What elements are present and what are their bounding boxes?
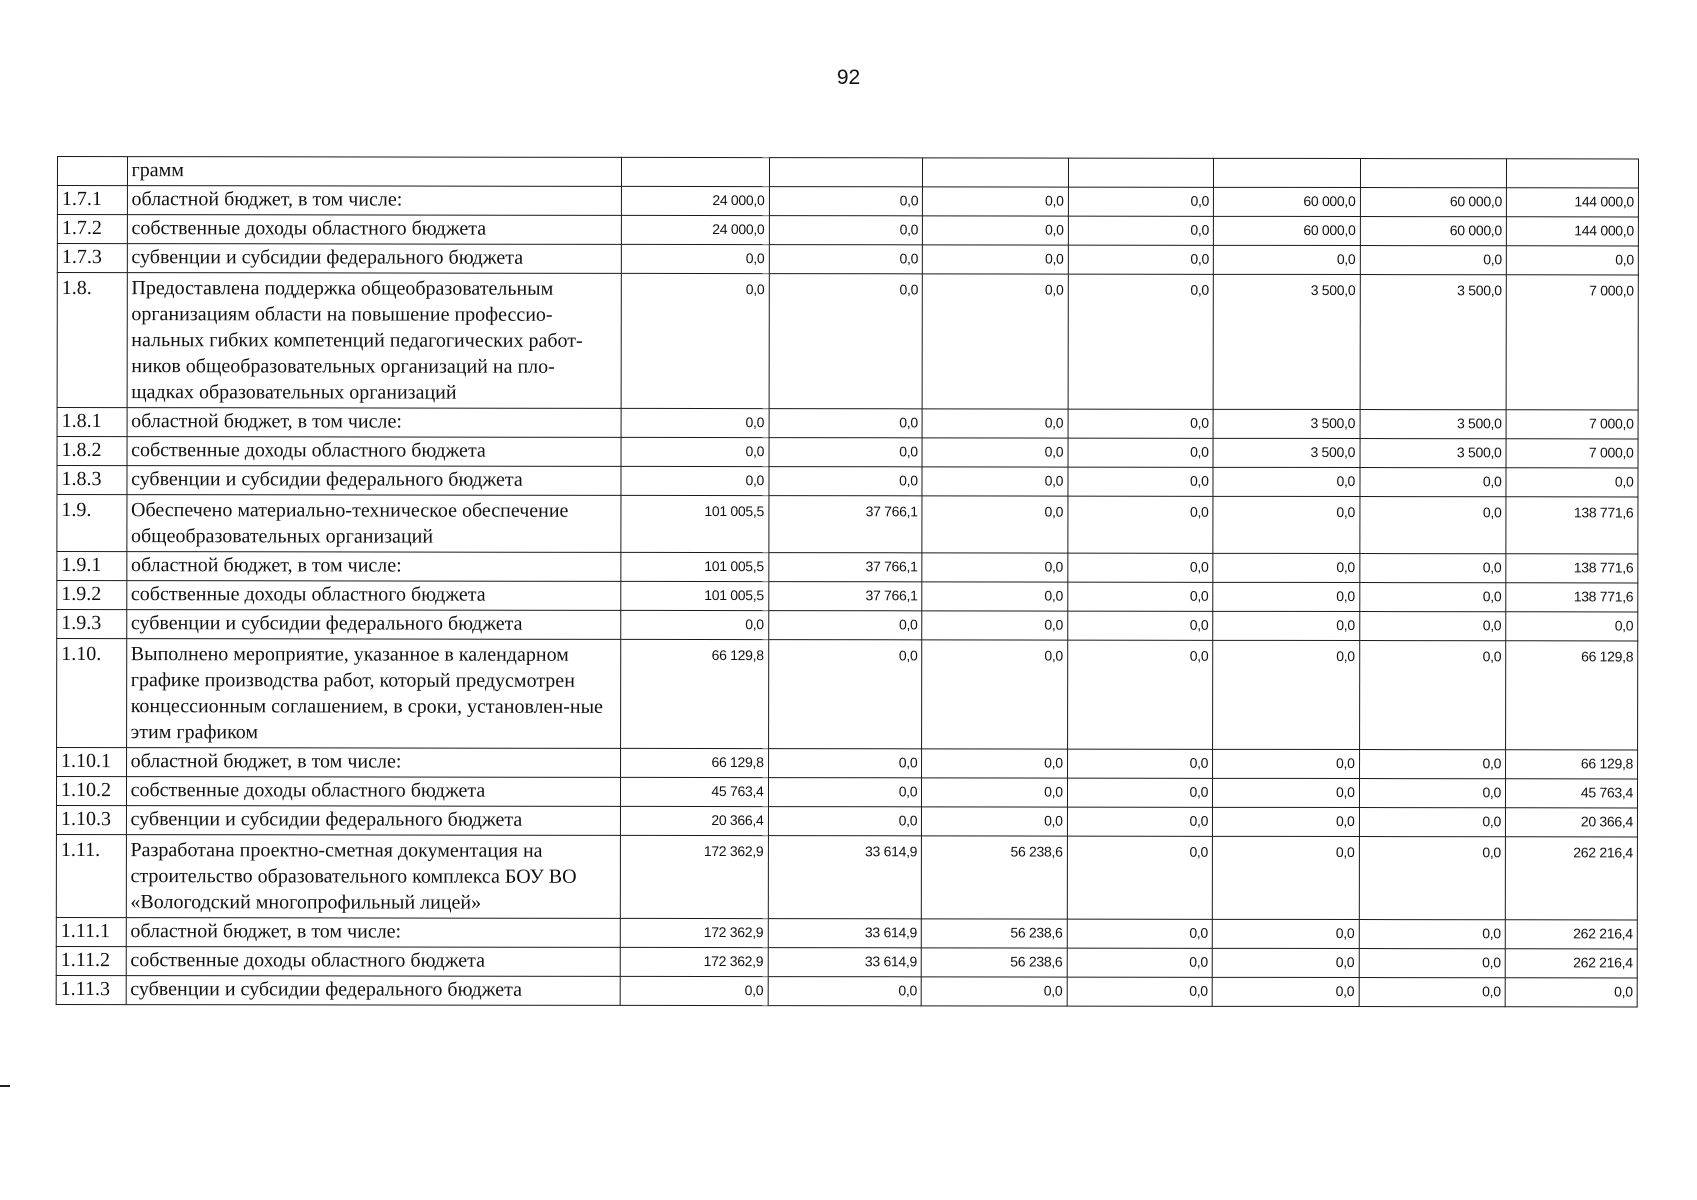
table-row xyxy=(56,975,1637,1006)
row-value-col-5: 0,0 xyxy=(1213,640,1360,749)
row-value-col-3: 0,0 xyxy=(922,640,1068,749)
row-code: 1.8.1 xyxy=(57,408,127,437)
row-value-col-4: 0,0 xyxy=(1067,948,1212,977)
row-value-col-2: 0,0 xyxy=(769,409,923,438)
row-value-col-3: 0,0 xyxy=(922,553,1067,582)
row-value-col-1: 101 005,5 xyxy=(621,552,769,581)
row-value-col-2: 0,0 xyxy=(769,245,923,274)
row-value-col-6: 3 500,0 xyxy=(1360,275,1507,410)
margin-mark xyxy=(0,1085,10,1087)
row-value-col-3: 0,0 xyxy=(922,582,1067,611)
row-description: собственные доходы областного бюджета xyxy=(127,215,621,245)
row-value-col-3: 0,0 xyxy=(922,807,1067,836)
row-value-col-4: 0,0 xyxy=(1068,216,1213,245)
row-value-col-3: 56 238,6 xyxy=(922,836,1068,919)
table-row xyxy=(57,610,1638,641)
row-description: Выполнено мероприятие, указанное в календарном графике производства работ, который предусмотрен концессионным соглашением, в сроки, установлен-ные этим графиком xyxy=(126,639,621,749)
row-value-col-7: 20 366,4 xyxy=(1505,808,1637,837)
row-description: областной бюджет, в том числе: xyxy=(126,748,620,778)
row-value-col-6: 0,0 xyxy=(1359,920,1505,949)
row-description: Разработана проектно-сметная документация на строительство образовательного комплекса БОУ ВО «Вологодский многопрофильный лицей» xyxy=(126,835,621,919)
row-value-col-7: 262 216,4 xyxy=(1505,837,1637,920)
row-value-col-6: 0,0 xyxy=(1359,808,1505,837)
row-value-col-2: 37 766,1 xyxy=(768,582,922,611)
row-value-col-2: 37 766,1 xyxy=(768,553,922,582)
row-description: субвенции и субсидии федерального бюджета xyxy=(126,806,620,836)
row-value-col-6 xyxy=(1360,159,1506,188)
row-value-col-6: 0,0 xyxy=(1359,779,1505,808)
row-value-col-6: 0,0 xyxy=(1359,612,1505,641)
row-code: 1.7.2 xyxy=(57,215,127,244)
row-value-col-6: 0,0 xyxy=(1360,246,1506,275)
row-value-col-3: 0,0 xyxy=(922,611,1067,640)
row-value-col-3: 56 238,6 xyxy=(922,919,1067,948)
row-value-col-2: 0,0 xyxy=(769,438,923,467)
row-value-col-2: 0,0 xyxy=(769,187,923,216)
budget-table xyxy=(56,156,1639,1007)
row-value-col-2: 0,0 xyxy=(769,216,923,245)
row-value-col-5: 0,0 xyxy=(1213,807,1359,836)
row-value-col-2: 37 766,1 xyxy=(768,496,922,553)
row-value-col-4: 0,0 xyxy=(1067,977,1212,1006)
row-value-col-5: 0,0 xyxy=(1213,749,1359,778)
table-row xyxy=(57,244,1638,275)
row-value-col-3: 0,0 xyxy=(922,438,1067,467)
row-value-col-5: 0,0 xyxy=(1213,611,1359,640)
row-value-col-7: 45 763,4 xyxy=(1505,779,1637,808)
row-value-col-2: 0,0 xyxy=(769,274,923,409)
table-row xyxy=(57,552,1638,583)
row-value-col-7: 138 771,6 xyxy=(1506,554,1638,583)
row-value-col-1: 24 000,0 xyxy=(621,215,769,244)
row-value-col-2: 33 614,9 xyxy=(768,836,922,919)
row-code: 1.11.2 xyxy=(56,946,126,975)
row-value-col-6: 0,0 xyxy=(1359,750,1505,779)
row-value-col-1: 0,0 xyxy=(621,408,769,437)
row-value-col-1 xyxy=(621,157,769,186)
row-value-col-7: 262 216,4 xyxy=(1505,920,1637,949)
row-value-col-3: 0,0 xyxy=(923,216,1068,245)
row-description: собственные доходы областного бюджета xyxy=(126,947,620,977)
row-value-col-1: 20 366,4 xyxy=(620,806,768,835)
row-value-col-7: 7 000,0 xyxy=(1506,275,1638,410)
row-value-col-3: 0,0 xyxy=(923,245,1068,274)
row-code: 1.8. xyxy=(57,273,127,408)
row-code: 1.11.1 xyxy=(56,917,126,946)
row-value-col-3: 0,0 xyxy=(922,749,1067,778)
row-value-col-7: 66 129,8 xyxy=(1506,750,1638,779)
row-value-col-3 xyxy=(923,158,1068,187)
row-code: 1.7.1 xyxy=(57,186,127,215)
table-row xyxy=(57,437,1638,468)
row-code: 1.8.2 xyxy=(57,437,127,466)
row-value-col-3: 0,0 xyxy=(922,778,1067,807)
row-value-col-1: 0,0 xyxy=(621,273,769,408)
row-value-col-5: 3 500,0 xyxy=(1213,409,1359,438)
row-code: 1.10. xyxy=(57,639,127,748)
row-value-col-5: 0,0 xyxy=(1213,496,1360,553)
row-value-col-6: 3 500,0 xyxy=(1360,439,1506,468)
row-value-col-2: 0,0 xyxy=(768,467,922,496)
row-description: собственные доходы областного бюджета xyxy=(126,777,620,807)
row-description: собственные доходы областного бюджета xyxy=(126,581,620,611)
row-code: 1.11. xyxy=(56,834,126,917)
row-description: субвенции и субсидии федерального бюджета xyxy=(126,610,620,640)
row-value-col-6: 0,0 xyxy=(1359,837,1506,920)
row-value-col-7: 0,0 xyxy=(1506,468,1638,497)
row-value-col-7: 144 000,0 xyxy=(1506,217,1638,246)
row-value-col-5: 60 000,0 xyxy=(1213,216,1359,245)
row-value-col-4: 0,0 xyxy=(1068,438,1213,467)
row-description: Предоставлена поддержка общеобразовательным организациям области на повышение профессио-нальных гибких компетенций педагогических работ-ников общеобразовательных организаций на пло-щадках образовательных организаций xyxy=(127,273,622,409)
table-row xyxy=(56,777,1637,808)
table-row xyxy=(57,157,1638,188)
row-value-col-4: 0,0 xyxy=(1067,749,1212,778)
row-value-col-6: 0,0 xyxy=(1359,641,1506,750)
row-value-col-1: 0,0 xyxy=(620,976,768,1005)
row-description: областной бюджет, в том числе: xyxy=(126,552,620,582)
row-value-col-4: 0,0 xyxy=(1068,553,1213,582)
row-value-col-4: 0,0 xyxy=(1067,807,1212,836)
row-description: областной бюджет, в том числе: xyxy=(126,918,620,948)
table-row xyxy=(56,946,1637,977)
row-value-col-7 xyxy=(1506,159,1638,188)
row-value-col-7: 144 000,0 xyxy=(1506,188,1638,217)
row-value-col-5: 0,0 xyxy=(1213,467,1359,496)
table-row xyxy=(56,834,1637,919)
table-row xyxy=(57,495,1638,554)
table-row xyxy=(56,917,1637,948)
row-value-col-2: 0,0 xyxy=(768,640,922,749)
row-code: 1.8.3 xyxy=(57,466,127,495)
row-value-col-4: 0,0 xyxy=(1068,467,1213,496)
row-value-col-7: 138 771,6 xyxy=(1506,583,1638,612)
row-value-col-6: 0,0 xyxy=(1360,468,1506,497)
table-row xyxy=(57,466,1638,497)
row-value-col-4: 0,0 xyxy=(1068,274,1214,409)
row-value-col-7: 7 000,0 xyxy=(1506,439,1638,468)
table-body xyxy=(56,157,1638,1007)
row-code: 1.9.1 xyxy=(57,552,127,581)
row-value-col-4: 0,0 xyxy=(1067,778,1212,807)
row-value-col-1: 172 362,9 xyxy=(620,918,768,947)
row-value-col-3: 0,0 xyxy=(922,496,1068,553)
row-value-col-4: 0,0 xyxy=(1067,919,1212,948)
row-value-col-7: 66 129,8 xyxy=(1506,641,1638,750)
row-value-col-7: 138 771,6 xyxy=(1506,497,1638,554)
row-code: 1.10.2 xyxy=(56,777,126,806)
row-description: собственные доходы областного бюджета xyxy=(127,437,621,467)
row-value-col-4: 0,0 xyxy=(1068,187,1213,216)
row-value-col-5: 0,0 xyxy=(1212,948,1358,977)
table-row xyxy=(57,186,1638,217)
row-value-col-5 xyxy=(1214,158,1360,187)
row-value-col-3: 56 238,6 xyxy=(921,948,1066,977)
row-code: 1.10.3 xyxy=(56,806,126,835)
table-row xyxy=(57,748,1638,779)
row-value-col-6: 3 500,0 xyxy=(1360,410,1506,439)
table-row xyxy=(57,408,1638,439)
row-value-col-5: 60 000,0 xyxy=(1214,187,1360,216)
row-description: субвенции и субсидии федерального бюджета xyxy=(127,466,621,496)
row-value-col-7: 0,0 xyxy=(1505,978,1637,1007)
row-code: 1.9. xyxy=(57,495,127,552)
table-row xyxy=(57,273,1638,410)
row-value-col-2: 0,0 xyxy=(768,807,922,836)
row-value-col-5: 0,0 xyxy=(1213,582,1359,611)
row-value-col-2: 0,0 xyxy=(768,977,922,1006)
row-value-col-4: 0,0 xyxy=(1067,640,1213,749)
row-value-col-4: 0,0 xyxy=(1068,409,1213,438)
row-value-col-4: 0,0 xyxy=(1067,582,1212,611)
row-description: областной бюджет, в том числе: xyxy=(127,186,621,216)
row-description: субвенции и субсидии федерального бюджета xyxy=(126,976,620,1006)
row-value-col-2: 33 614,9 xyxy=(768,919,922,948)
row-value-col-3: 0,0 xyxy=(922,409,1067,438)
page-number: 92 xyxy=(836,66,861,89)
row-value-col-4: 0,0 xyxy=(1067,836,1213,919)
row-value-col-1: 24 000,0 xyxy=(621,186,769,215)
row-value-col-6: 0,0 xyxy=(1359,978,1505,1007)
row-value-col-5: 0,0 xyxy=(1213,245,1359,274)
row-value-col-1: 101 005,5 xyxy=(621,495,769,552)
row-value-col-1: 0,0 xyxy=(621,437,769,466)
row-value-col-3: 0,0 xyxy=(923,187,1068,216)
row-value-col-5: 3 500,0 xyxy=(1213,274,1360,409)
row-value-col-1: 172 362,9 xyxy=(620,947,768,976)
row-value-col-2: 33 614,9 xyxy=(768,948,922,977)
row-value-col-4: 0,0 xyxy=(1068,245,1213,274)
row-value-col-6: 0,0 xyxy=(1359,583,1505,612)
row-value-col-2: 0,0 xyxy=(768,749,922,778)
table-row xyxy=(57,581,1638,612)
row-value-col-2 xyxy=(769,158,923,187)
row-code: 1.10.1 xyxy=(57,748,127,777)
row-value-col-1: 0,0 xyxy=(621,244,769,273)
row-code xyxy=(57,157,127,186)
row-value-col-5: 0,0 xyxy=(1212,836,1359,919)
row-description: областной бюджет, в том числе: xyxy=(127,408,621,438)
row-value-col-5: 0,0 xyxy=(1213,778,1359,807)
row-value-col-2: 0,0 xyxy=(768,778,922,807)
row-value-col-5: 0,0 xyxy=(1212,977,1358,1006)
row-value-col-2: 0,0 xyxy=(768,611,922,640)
row-value-col-1: 172 362,9 xyxy=(620,835,768,918)
row-value-col-7: 7 000,0 xyxy=(1506,410,1638,439)
row-value-col-5: 0,0 xyxy=(1212,919,1358,948)
row-value-col-3: 0,0 xyxy=(922,467,1067,496)
row-value-col-1: 101 005,5 xyxy=(621,581,769,610)
row-value-col-4: 0,0 xyxy=(1068,496,1214,553)
row-description: грамм xyxy=(127,157,621,187)
row-value-col-6: 0,0 xyxy=(1359,949,1505,978)
row-description: Обеспечено материально-техническое обеспечение общеобразовательных организаций xyxy=(126,495,621,553)
row-value-col-3: 0,0 xyxy=(921,977,1066,1006)
row-code: 1.9.2 xyxy=(57,581,127,610)
row-value-col-5: 3 500,0 xyxy=(1213,438,1359,467)
table-row xyxy=(57,639,1638,750)
row-value-col-6: 60 000,0 xyxy=(1360,188,1506,217)
row-value-col-7: 0,0 xyxy=(1506,612,1638,641)
row-value-col-6: 0,0 xyxy=(1359,554,1505,583)
row-value-col-4 xyxy=(1068,158,1213,187)
row-code: 1.9.3 xyxy=(57,610,127,639)
row-value-col-1: 45 763,4 xyxy=(621,777,769,806)
row-value-col-5: 0,0 xyxy=(1213,553,1359,582)
row-value-col-1: 0,0 xyxy=(621,466,769,495)
row-value-col-7: 0,0 xyxy=(1506,246,1638,275)
row-value-col-6: 0,0 xyxy=(1359,497,1506,554)
row-value-col-7: 262 216,4 xyxy=(1505,949,1637,978)
row-value-col-4: 0,0 xyxy=(1067,611,1212,640)
row-description: субвенции и субсидии федерального бюджета xyxy=(127,244,621,274)
row-code: 1.11.3 xyxy=(56,975,126,1004)
row-code: 1.7.3 xyxy=(57,244,127,273)
row-value-col-1: 66 129,8 xyxy=(621,748,769,777)
row-value-col-6: 60 000,0 xyxy=(1360,217,1506,246)
row-value-col-1: 0,0 xyxy=(621,610,769,639)
table-row xyxy=(56,806,1637,837)
table-row xyxy=(57,215,1638,246)
row-value-col-3: 0,0 xyxy=(922,274,1068,409)
row-value-col-1: 66 129,8 xyxy=(621,639,769,748)
